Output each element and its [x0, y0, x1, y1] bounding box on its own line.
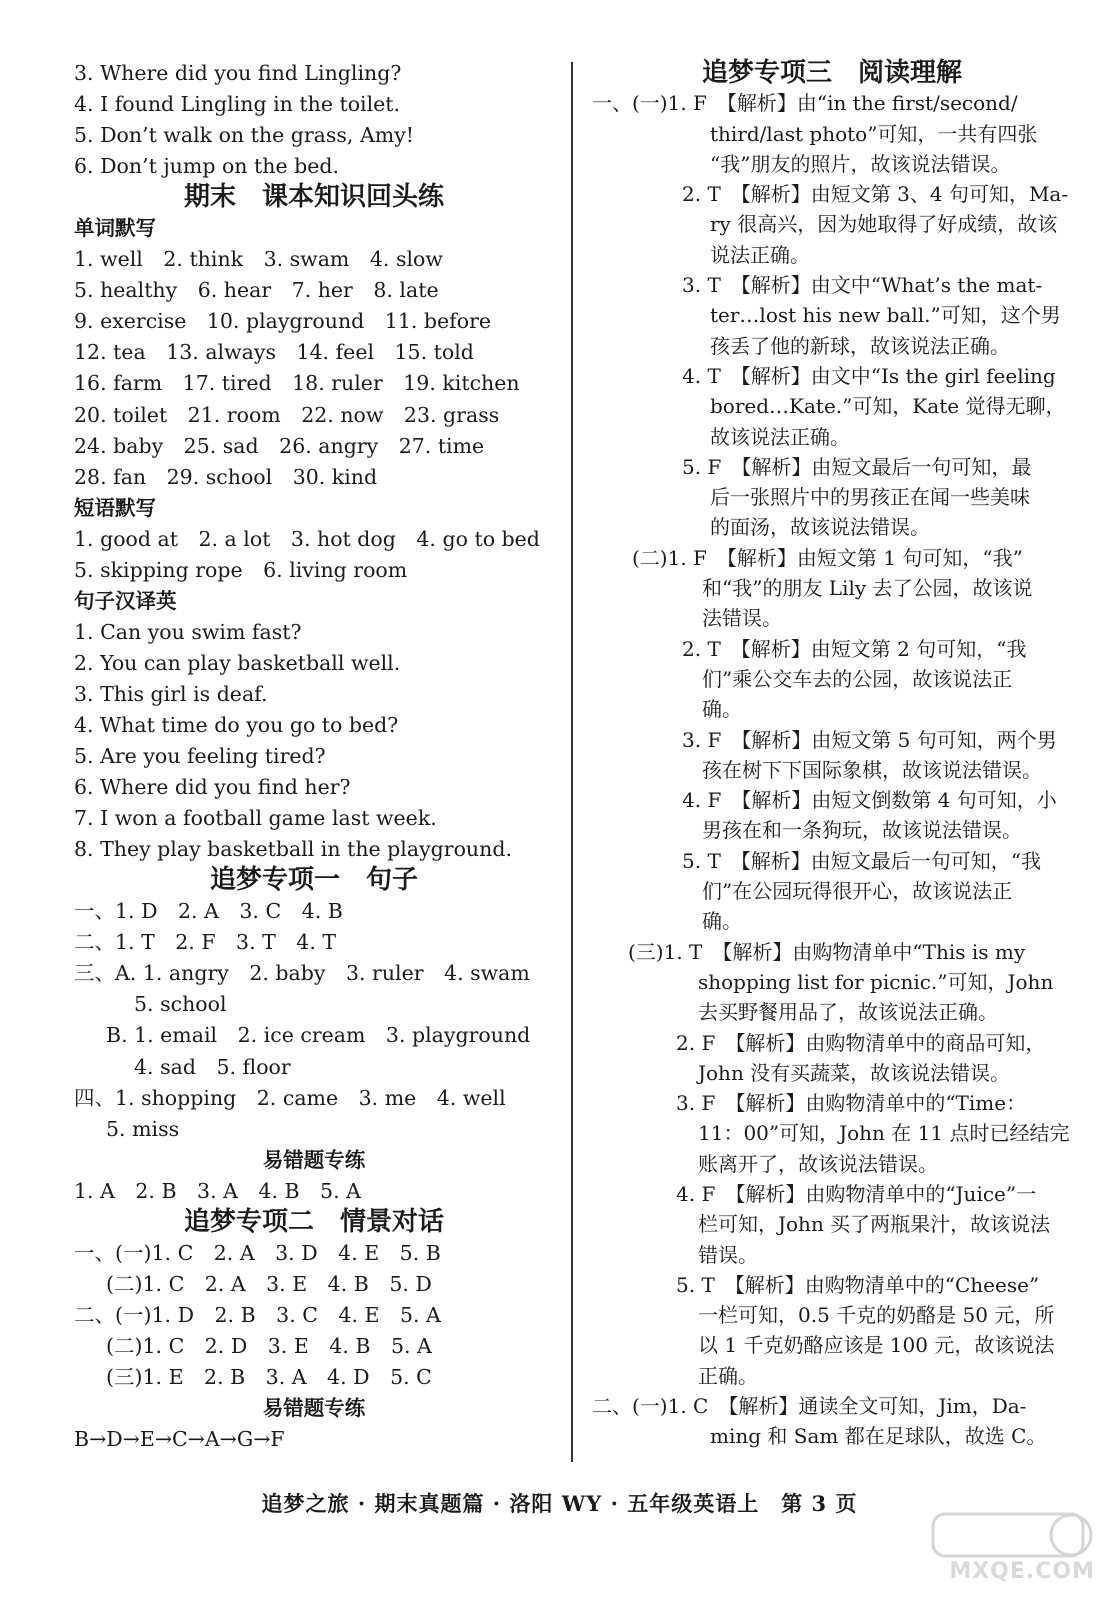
section-title: 追梦专项二 情景对话	[183, 1206, 444, 1237]
answer-line: 5. T 【解析】由短文最后一句可知，“我	[682, 848, 1042, 873]
category-heading: 单词默写	[74, 216, 156, 241]
answer-line: 故该说法正确。	[710, 424, 850, 449]
answer-line: 二、1. T 2. F 3. T 4. T	[74, 930, 337, 955]
answer-line: 4. I found Lingling in the toilet.	[74, 92, 401, 117]
answer-line: ming 和 Sam 都在足球队，故选 C。	[710, 1424, 1047, 1449]
answer-line: 2. T 【解析】由短文第 3、4 句可知，Ma-	[682, 182, 1069, 207]
answer-line: 12. tea 13. always 14. feel 15. told	[74, 340, 474, 365]
answer-line: 3. This girl is deaf.	[74, 681, 268, 706]
answer-line: 和“我”的朋友 Lily 去了公园，故该说	[702, 576, 1033, 601]
answer-line: 3. T 【解析】由文中“What’s the mat-	[682, 273, 1043, 298]
page-footer: 追梦之旅 · 期末真题篇 · 洛阳 WY · 五年级英语上 第 3 页	[261, 1491, 858, 1516]
right-column	[592, 58, 1072, 1452]
answer-line: 二、(一)1. D 2. B 3. C 4. E 5. A	[74, 1302, 441, 1327]
answer-line: 1. good at 2. a lot 3. hot dog 4. go to bed	[74, 526, 540, 551]
watermark-url: MXQE.COM	[949, 1559, 1095, 1584]
answer-line: 5. F 【解析】由短文最后一句可知，最	[682, 454, 1032, 479]
answer-line: 确。	[702, 909, 742, 934]
answer-line: ter…lost his new ball.”可知，这个男	[710, 303, 1061, 328]
answer-line: 28. fan 29. school 30. kind	[74, 464, 378, 489]
answer-line: (三)1. T 【解析】由购物清单中“This is my	[628, 939, 1026, 964]
category-heading: 句子汉译英	[74, 588, 177, 613]
answer-line: 9. exercise 10. playground 11. before	[74, 309, 492, 334]
answer-line: 5. miss	[106, 1116, 180, 1141]
answer-line: 账离开了，故该说法错误。	[698, 1151, 938, 1176]
answer-line: (二)1. C 2. D 3. E 4. B 5. A	[106, 1333, 432, 1358]
answer-line: third/last photo”可知，一共有四张	[710, 121, 1038, 146]
answer-line: 5. school	[134, 992, 227, 1017]
answer-line: 5. skipping rope 6. living room	[74, 557, 408, 582]
answer-line: 6. Don’t jump on the bed.	[74, 154, 340, 179]
answer-line: 孩在树下下国际象棋，故该说法错误。	[702, 757, 1042, 782]
answer-line: 栏可知，John 买了两瓶果汁，故该说法	[698, 1212, 1051, 1237]
answer-line: 们”乘公交车去的公园，故该说法正	[702, 666, 1013, 691]
answer-line: 以 1 千克奶酪应该是 100 元，故该说法	[698, 1333, 1055, 1358]
answer-line: 四、1. shopping 2. came 3. me 4. well	[74, 1085, 506, 1110]
watermark-badge-icon	[931, 1510, 1101, 1560]
category-heading: 短语默写	[74, 495, 156, 520]
answer-line: 错误。	[698, 1242, 758, 1267]
answer-line: 3. F 【解析】由短文第 5 句可知，两个男	[682, 727, 1057, 752]
answer-line: 5. healthy 6. hear 7. her 8. late	[74, 278, 439, 303]
answer-line: (二)1. F 【解析】由短文第 1 句可知，“我”	[632, 545, 1023, 570]
answer-line: 3. Where did you find Lingling?	[74, 61, 402, 85]
column-divider	[571, 62, 573, 1462]
answer-line: (三)1. E 2. B 3. A 4. D 5. C	[106, 1364, 432, 1389]
answer-line: 8. They play basketball in the playground.	[74, 837, 512, 862]
answer-line: B→D→E→C→A→G→F	[74, 1427, 285, 1452]
subsection-title: 易错题专练	[262, 1147, 366, 1172]
answer-line: 一、1. D 2. A 3. C 4. B	[74, 899, 343, 924]
answer-line: 4. T 【解析】由文中“Is the girl feeling	[682, 363, 1056, 388]
answer-line: John 没有买蔬菜，故该说法错误。	[698, 1060, 1011, 1085]
answer-line: 孩丢了他的新球，故该说法正确。	[710, 333, 1010, 358]
answer-line: 11：00”可知，John 在 11 点时已经结完	[698, 1121, 1070, 1146]
answer-line: 1. A 2. B 3. A 4. B 5. A	[74, 1178, 361, 1203]
answer-line: 法错误。	[702, 606, 782, 631]
answer-line: 的面汤，故该说法错误。	[710, 515, 930, 540]
left-column	[74, 58, 554, 1455]
answer-line: “我”朋友的照片，故该说法错误。	[710, 151, 1011, 176]
subsection-title: 易错题专练	[262, 1396, 366, 1421]
answer-line: 5. Are you feeling tired?	[74, 744, 326, 769]
answer-line: 5. T 【解析】由购物清单中的“Cheese”	[676, 1272, 1040, 1297]
answer-line: 们”在公园玩得很开心，故该说法正	[702, 879, 1013, 904]
answer-line: 1. Can you swim fast?	[74, 619, 302, 644]
answer-line: 7. I won a football game last week.	[74, 806, 437, 831]
answer-line: 2. You can play basketball well.	[74, 650, 401, 675]
answer-line: 2. F 【解析】由购物清单中的商品可知，	[676, 1030, 1046, 1055]
answer-line: ry 很高兴，因为她取得了好成绩，故该	[710, 212, 1058, 237]
answer-line: 确。	[702, 697, 742, 722]
answer-line: bored…Kate.”可知，Kate 觉得无聊，	[710, 394, 1066, 419]
answer-line: 4. What time do you go to bed?	[74, 712, 399, 737]
answer-line: 正确。	[698, 1363, 758, 1388]
section-title: 追梦专项一 句子	[209, 865, 418, 896]
answer-line: 一、(一)1. C 2. A 3. D 4. E 5. B	[74, 1240, 441, 1265]
answer-line: 20. toilet 21. room 22. now 23. grass	[74, 402, 500, 427]
section-title: 追梦专项三 阅读理解	[701, 58, 962, 88]
answer-line: 16. farm 17. tired 18. ruler 19. kitchen	[74, 371, 520, 396]
section-title: 期末 课本知识回头练	[183, 182, 444, 213]
answer-line: 一栏可知，0.5 千克的奶酪是 50 元，所	[698, 1303, 1055, 1328]
answer-line: 男孩在和一条狗玩，故该说法错误。	[702, 818, 1022, 843]
answer-line: 3. F 【解析】由购物清单中的“Time：	[676, 1091, 1027, 1116]
answer-line: 24. baby 25. sad 26. angry 27. time	[74, 433, 485, 458]
answer-line: 说法正确。	[710, 242, 810, 267]
answer-line: 6. Where did you find her?	[74, 775, 351, 800]
answer-line: 一、(一)1. F 【解析】由“in the first/second/	[592, 91, 1018, 116]
answer-line: 三、A. 1. angry 2. baby 3. ruler 4. swam	[74, 961, 530, 986]
watermark-logo	[931, 1510, 1101, 1584]
answer-line: 2. T 【解析】由短文第 2 句可知，“我	[682, 636, 1027, 661]
answer-line: 去买野餐用品了，故该说法正确。	[698, 1000, 998, 1025]
answer-line: 4. F 【解析】由购物清单中的“Juice”一	[676, 1181, 1037, 1206]
answer-line: B. 1. email 2. ice cream 3. playground	[106, 1023, 531, 1048]
answer-line: 5. Don’t walk on the grass, Amy!	[74, 123, 415, 148]
answer-line: 1. well 2. think 3. swam 4. slow	[74, 247, 443, 272]
answer-line: 4. sad 5. floor	[134, 1054, 291, 1079]
answer-line: shopping list for picnic.”可知，John	[698, 969, 1054, 994]
answer-line: 后一张照片中的男孩正在闻一些美味	[710, 485, 1030, 510]
answer-line: 二、(一)1. C 【解析】通读全文可知，Jim，Da-	[592, 1394, 1027, 1419]
answer-line: (二)1. C 2. A 3. E 4. B 5. D	[106, 1271, 432, 1296]
answer-line: 4. F 【解析】由短文倒数第 4 句可知，小	[682, 788, 1057, 813]
